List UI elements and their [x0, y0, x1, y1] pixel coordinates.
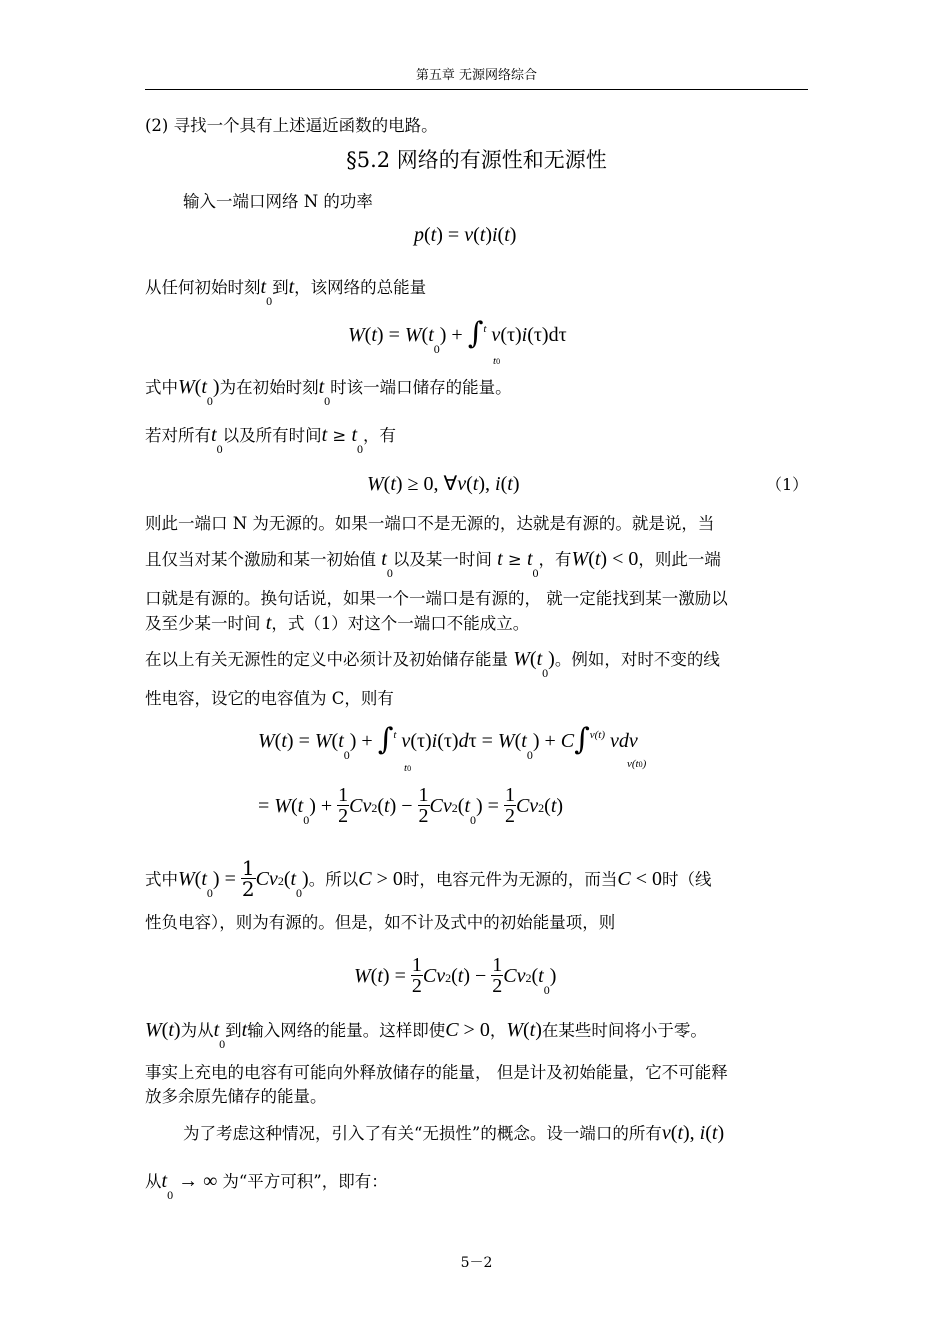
integral-lower-limit: v(t0): [627, 758, 647, 770]
paragraph-6: 则此一端口 N 为无源的。如果一端口不是无源的，达就是有源的。就是说，当: [145, 514, 715, 533]
paragraph-10: 在以上有关无源性的定义中必须计及初始储存能量 $W(t_0)$。例如，对时不变的线: [145, 648, 720, 680]
paragraph-3: 从任何初始时刻$t_0$到t，该网络的总能量: [145, 276, 427, 308]
equation-energy: $W(t) = W(t_0) + \int^t$ v(τ)i(τ)dτ: [348, 316, 567, 356]
paragraph-12: 式中$W(t_0)$ = $\frac{1}{2}$ $Cv2(t_0)$。所以C > 0时，电容元件为无源的，而当C < 0时（线: [145, 856, 712, 901]
paragraph-11: 性电容，设它的电容值为 C，则有: [145, 689, 394, 708]
paragraph-4: 式中$W(t_0)$为在初始时刻$t_0$时该一端口储存的能量。: [145, 376, 512, 408]
paragraph-17: 为了考虑这种情况，引入了有关“无损性”的概念。设一端口的所有v(t), i(t): [183, 1122, 725, 1144]
paragraph-5: 若对所有$t_0$以及所有时间$t \ge t_0$，有: [145, 424, 397, 456]
integral-lower-limit: t0: [404, 762, 412, 774]
equation-1: W(t) ≥ 0, ∀v(t), i(t): [367, 473, 520, 495]
paragraph-7: 且仅当对某个激励和某一初始值 $t_0$以及某一时间 $t \ge t_0$，有W(t) < 0，则此一端: [145, 548, 721, 580]
paragraph-16: 放多余原先储存的能量。: [145, 1087, 327, 1106]
paragraph-1: (2) 寻找一个具有上述逼近函数的电路。: [145, 116, 438, 135]
paragraph-18: 从$t_0$ → ∞ 为“平方可积”，即有：: [145, 1170, 388, 1202]
equation-capacitor-2: = $W(t_0)$ + $\frac{1}{2}$ Cv2(t) − $\frac{1}{2}$ $Cv2(t_0)$ = $\frac{1}{2}$ Cv2(t): [258, 784, 564, 828]
integral-lower-limit: t0: [493, 355, 501, 367]
running-header: 第五章 无源网络综合: [415, 68, 538, 83]
paragraph-13: 性负电容），则为有源的。但是，如不计及式中的初始能量项，则: [145, 913, 616, 932]
equation-without-initial: W(t) = $\frac{1}{2}$ Cv2(t) − $\frac{1}{2}$ $Cv2(t_0)$: [354, 954, 557, 998]
paragraph-15: 事实上充电的电容有可能向外释放储存的能量， 但是计及初始能量，它不可能释: [145, 1063, 728, 1082]
header-rule: [145, 89, 808, 90]
equation-number-1: （1）: [766, 475, 809, 494]
paragraph-8: 口就是有源的。换句话说，如果一个一端口是有源的， 就一定能找到某一激励以: [145, 589, 728, 608]
equation-power: p(t) = v(t)i(t): [414, 224, 517, 246]
page-number: 5－2: [460, 1255, 493, 1271]
equation-capacitor-1: $W(t) = W(t_0) + \int^t$ $v(\tau)i(\tau)d\tau = W(t_0) + C\int^{v(t)}$ vdv: [258, 722, 638, 762]
paragraph-2: 输入一端口网络 N 的功率: [183, 192, 373, 211]
paragraph-9: 及至少某一时间 t，式（1）对这个一端口不能成立。: [145, 612, 530, 634]
section-title: §5.2 网络的有源性和无源性: [346, 148, 607, 172]
paragraph-14: W(t)为从$t_0$到t输入网络的能量。这样即使C > 0，W(t)在某些时间将小于零。: [145, 1019, 707, 1051]
